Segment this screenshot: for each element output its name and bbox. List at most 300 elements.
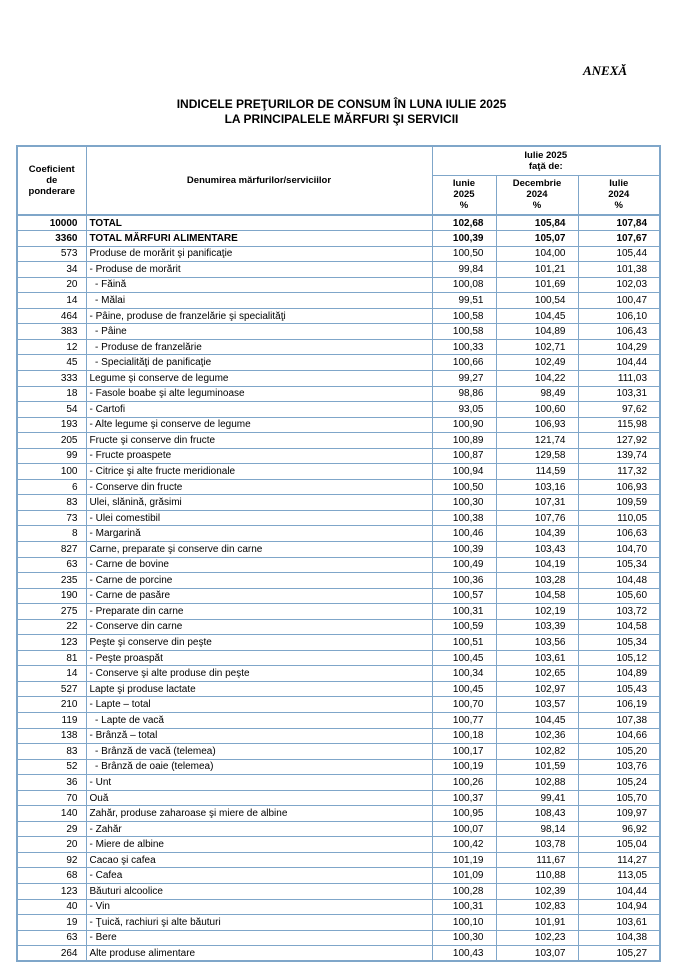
index-june-cell: 100,90	[432, 417, 496, 433]
index-june-cell: 100,38	[432, 510, 496, 526]
index-june-cell: 100,66	[432, 355, 496, 371]
index-july-cell: 101,38	[578, 262, 660, 278]
weight-cell: 40	[17, 899, 86, 915]
document-title: INDICELE PREŢURILOR DE CONSUM ÎN LUNA IULIE 2025	[176, 97, 507, 111]
item-name-cell: Ouă	[86, 790, 432, 806]
col-header-december-2024	[496, 175, 578, 215]
document-subtitle: LA PRINCIPALELE MĂRFURI ŞI SERVICII	[224, 112, 459, 126]
weight-cell: 22	[17, 619, 86, 635]
item-name-cell: - Cartofi	[86, 402, 432, 418]
item-name-cell: - Preparate din carne	[86, 604, 432, 620]
index-december-cell: 102,65	[496, 666, 578, 682]
item-name-cell: - Cafea	[86, 868, 432, 884]
table-row	[17, 821, 660, 837]
index-december-cell: 102,88	[496, 775, 578, 791]
price-index-table	[16, 145, 661, 962]
weight-cell: 464	[17, 308, 86, 324]
item-name-cell: Lapte şi produse lactate	[86, 681, 432, 697]
index-december-cell: 101,21	[496, 262, 578, 278]
item-name-cell: - Peşte proaspăt	[86, 650, 432, 666]
table-row	[17, 790, 660, 806]
index-december-cell: 103,78	[496, 837, 578, 853]
table-row	[17, 759, 660, 775]
table-body	[17, 215, 660, 961]
index-december-cell: 107,31	[496, 495, 578, 511]
index-july-cell: 110,05	[578, 510, 660, 526]
table-row	[17, 215, 660, 231]
index-december-cell: 102,19	[496, 604, 578, 620]
col-header-line: 2024	[608, 189, 630, 201]
item-name-cell: TOTAL	[86, 215, 432, 231]
index-july-cell: 103,31	[578, 386, 660, 402]
item-name-cell: - Specialităţi de panificaţie	[86, 355, 432, 371]
item-name-cell: - Ţuică, rachiuri şi alte băuturi	[86, 915, 432, 931]
table-row	[17, 277, 660, 293]
table-row	[17, 852, 660, 868]
index-july-cell: 103,61	[578, 915, 660, 931]
weight-cell: 100	[17, 464, 86, 480]
index-july-cell: 106,43	[578, 324, 660, 340]
item-name-cell: - Brânză de vacă (telemea)	[86, 744, 432, 760]
item-name-cell: - Brânză – total	[86, 728, 432, 744]
index-june-cell: 100,42	[432, 837, 496, 853]
index-december-cell: 101,69	[496, 277, 578, 293]
item-name-cell: - Produse de morărit	[86, 262, 432, 278]
index-july-cell: 109,97	[578, 806, 660, 822]
group-header-line: faţă de:	[528, 160, 563, 172]
table-row	[17, 915, 660, 931]
index-july-cell: 111,03	[578, 370, 660, 386]
index-december-cell: 102,49	[496, 355, 578, 371]
index-july-cell: 96,92	[578, 821, 660, 837]
table-row	[17, 246, 660, 262]
col-header-july-2024	[578, 175, 660, 215]
weight-cell: 36	[17, 775, 86, 791]
index-june-cell: 100,17	[432, 744, 496, 760]
annex-label: ANEXĂ	[583, 63, 628, 78]
item-name-cell: Zahăr, produse zaharoase şi miere de albine	[86, 806, 432, 822]
table-row	[17, 541, 660, 557]
index-june-cell: 100,87	[432, 448, 496, 464]
index-december-cell: 104,22	[496, 370, 578, 386]
table-row	[17, 308, 660, 324]
table-row	[17, 681, 660, 697]
index-june-cell: 100,45	[432, 681, 496, 697]
table-row	[17, 448, 660, 464]
index-december-cell: 102,83	[496, 899, 578, 915]
table-row	[17, 713, 660, 729]
item-name-cell: - Bere	[86, 930, 432, 946]
table-header	[17, 146, 660, 215]
item-name-cell: - Unt	[86, 775, 432, 791]
index-june-cell: 100,95	[432, 806, 496, 822]
index-july-cell: 105,34	[578, 635, 660, 651]
index-december-cell: 103,39	[496, 619, 578, 635]
weight-cell: 190	[17, 588, 86, 604]
col-header-line: %	[614, 200, 623, 212]
weight-cell: 99	[17, 448, 86, 464]
weight-cell: 73	[17, 510, 86, 526]
index-july-cell: 139,74	[578, 448, 660, 464]
index-december-cell: 114,59	[496, 464, 578, 480]
weight-cell: 827	[17, 541, 86, 557]
index-december-cell: 101,59	[496, 759, 578, 775]
weight-cell: 527	[17, 681, 86, 697]
index-december-cell: 102,71	[496, 339, 578, 355]
index-june-cell: 100,18	[432, 728, 496, 744]
index-june-cell: 100,36	[432, 573, 496, 589]
index-june-cell: 100,31	[432, 604, 496, 620]
index-july-cell: 105,60	[578, 588, 660, 604]
index-december-cell: 98,14	[496, 821, 578, 837]
weight-cell: 8	[17, 526, 86, 542]
item-name-cell: - Miere de albine	[86, 837, 432, 853]
index-june-cell: 100,46	[432, 526, 496, 542]
table-row	[17, 402, 660, 418]
index-july-cell: 104,48	[578, 573, 660, 589]
item-name-cell: TOTAL MĂRFURI ALIMENTARE	[86, 231, 432, 247]
weight-cell: 333	[17, 370, 86, 386]
item-name-cell: - Mălai	[86, 293, 432, 309]
index-june-cell: 100,26	[432, 775, 496, 791]
weight-cell: 12	[17, 339, 86, 355]
col-header-line: Iulie	[609, 178, 629, 190]
table-row	[17, 635, 660, 651]
index-july-cell: 104,38	[578, 930, 660, 946]
index-december-cell: 121,74	[496, 433, 578, 449]
item-name-cell: - Lapte de vacă	[86, 713, 432, 729]
index-december-cell: 129,58	[496, 448, 578, 464]
weight-cell: 205	[17, 433, 86, 449]
weight-cell: 210	[17, 697, 86, 713]
item-name-cell: - Vin	[86, 899, 432, 915]
index-december-cell: 102,82	[496, 744, 578, 760]
index-december-cell: 102,39	[496, 884, 578, 900]
table-row	[17, 526, 660, 542]
index-july-cell: 103,72	[578, 604, 660, 620]
weight-cell: 68	[17, 868, 86, 884]
col-header-line: Iunie	[452, 178, 476, 190]
index-december-cell: 108,43	[496, 806, 578, 822]
index-july-cell: 104,89	[578, 666, 660, 682]
index-december-cell: 102,23	[496, 930, 578, 946]
index-july-cell: 127,92	[578, 433, 660, 449]
index-july-cell: 105,70	[578, 790, 660, 806]
index-june-cell: 100,39	[432, 231, 496, 247]
weight-cell: 14	[17, 293, 86, 309]
table-row	[17, 231, 660, 247]
col-header-line: Decembrie	[512, 178, 562, 190]
index-july-cell: 106,93	[578, 479, 660, 495]
coef-header-line: Coeficient	[28, 164, 75, 175]
index-december-cell: 104,39	[496, 526, 578, 542]
index-december-cell: 103,28	[496, 573, 578, 589]
index-june-cell: 100,28	[432, 884, 496, 900]
index-july-cell: 106,63	[578, 526, 660, 542]
table-row	[17, 868, 660, 884]
index-june-cell: 100,77	[432, 713, 496, 729]
item-name-cell: - Carne de bovine	[86, 557, 432, 573]
item-name-cell: Legume şi conserve de legume	[86, 370, 432, 386]
index-december-cell: 104,45	[496, 713, 578, 729]
index-december-cell: 111,67	[496, 852, 578, 868]
index-december-cell: 104,19	[496, 557, 578, 573]
table-row	[17, 386, 660, 402]
table-row	[17, 339, 660, 355]
coef-header-line: de	[46, 175, 58, 186]
item-name-cell: Alte produse alimentare	[86, 946, 432, 962]
weight-cell: 34	[17, 262, 86, 278]
weight-cell: 138	[17, 728, 86, 744]
index-july-cell: 107,67	[578, 231, 660, 247]
index-july-cell: 97,62	[578, 402, 660, 418]
index-june-cell: 93,05	[432, 402, 496, 418]
index-december-cell: 105,84	[496, 215, 578, 231]
index-july-cell: 104,44	[578, 355, 660, 371]
index-june-cell: 100,57	[432, 588, 496, 604]
index-december-cell: 98,49	[496, 386, 578, 402]
table-row	[17, 837, 660, 853]
col-header-line: 2025	[453, 189, 475, 201]
item-name-cell: - Citrice şi alte fructe meridionale	[86, 464, 432, 480]
index-june-cell: 100,58	[432, 324, 496, 340]
index-july-cell: 107,38	[578, 713, 660, 729]
index-july-cell: 104,29	[578, 339, 660, 355]
weight-cell: 19	[17, 915, 86, 931]
item-name-cell: - Făină	[86, 277, 432, 293]
index-july-cell: 104,44	[578, 884, 660, 900]
table-row	[17, 479, 660, 495]
table-row	[17, 510, 660, 526]
weight-cell: 383	[17, 324, 86, 340]
index-june-cell: 100,58	[432, 308, 496, 324]
item-name-cell: - Lapte – total	[86, 697, 432, 713]
index-july-cell: 105,27	[578, 946, 660, 962]
item-name-cell: Carne, preparate şi conserve din carne	[86, 541, 432, 557]
weight-cell: 83	[17, 744, 86, 760]
index-june-cell: 100,49	[432, 557, 496, 573]
table-row	[17, 604, 660, 620]
index-june-cell: 100,19	[432, 759, 496, 775]
index-december-cell: 103,07	[496, 946, 578, 962]
index-december-cell: 106,93	[496, 417, 578, 433]
weight-cell: 264	[17, 946, 86, 962]
weight-cell: 92	[17, 852, 86, 868]
index-july-cell: 105,04	[578, 837, 660, 853]
weight-cell: 275	[17, 604, 86, 620]
weight-cell: 119	[17, 713, 86, 729]
table-row	[17, 417, 660, 433]
index-june-cell: 102,68	[432, 215, 496, 231]
table-row	[17, 806, 660, 822]
item-name-cell: - Conserve din fructe	[86, 479, 432, 495]
index-june-cell: 100,94	[432, 464, 496, 480]
table-row	[17, 666, 660, 682]
index-december-cell: 103,56	[496, 635, 578, 651]
item-name-cell: - Fasole boabe şi alte leguminoase	[86, 386, 432, 402]
item-name-cell: - Pâine	[86, 324, 432, 340]
item-name-cell: - Conserve şi alte produse din peşte	[86, 666, 432, 682]
weight-cell: 193	[17, 417, 86, 433]
item-name-cell: - Conserve din carne	[86, 619, 432, 635]
weight-cell: 140	[17, 806, 86, 822]
item-name-cell: - Brânză de oaie (telemea)	[86, 759, 432, 775]
index-july-cell: 105,12	[578, 650, 660, 666]
table-row	[17, 744, 660, 760]
index-december-cell: 103,43	[496, 541, 578, 557]
item-name-cell: Ulei, slănină, grăsimi	[86, 495, 432, 511]
weight-cell: 123	[17, 635, 86, 651]
index-july-cell: 104,94	[578, 899, 660, 915]
table-row	[17, 464, 660, 480]
index-december-cell: 104,89	[496, 324, 578, 340]
weight-cell: 81	[17, 650, 86, 666]
table-row	[17, 355, 660, 371]
index-december-cell: 103,61	[496, 650, 578, 666]
index-june-cell: 100,43	[432, 946, 496, 962]
index-july-cell: 104,58	[578, 619, 660, 635]
table-row	[17, 433, 660, 449]
index-december-cell: 103,16	[496, 479, 578, 495]
weight-cell: 54	[17, 402, 86, 418]
index-july-cell: 100,47	[578, 293, 660, 309]
index-july-cell: 104,70	[578, 541, 660, 557]
table-row	[17, 557, 660, 573]
index-december-cell: 102,36	[496, 728, 578, 744]
table-row	[17, 262, 660, 278]
item-name-cell: Cacao şi cafea	[86, 852, 432, 868]
weight-cell: 63	[17, 557, 86, 573]
index-june-cell: 100,37	[432, 790, 496, 806]
index-july-cell: 105,34	[578, 557, 660, 573]
weight-cell: 123	[17, 884, 86, 900]
item-name-cell: - Carne de porcine	[86, 573, 432, 589]
weight-cell: 3360	[17, 231, 86, 247]
index-june-cell: 100,45	[432, 650, 496, 666]
index-june-cell: 99,51	[432, 293, 496, 309]
table-row	[17, 293, 660, 309]
weight-cell: 20	[17, 837, 86, 853]
index-december-cell: 110,88	[496, 868, 578, 884]
index-june-cell: 100,34	[432, 666, 496, 682]
index-june-cell: 100,08	[432, 277, 496, 293]
index-july-cell: 114,27	[578, 852, 660, 868]
name-header: Denumirea mărfurilor/serviciilor	[86, 146, 432, 215]
table-row	[17, 619, 660, 635]
index-july-cell: 103,76	[578, 759, 660, 775]
table-row	[17, 697, 660, 713]
index-june-cell: 99,84	[432, 262, 496, 278]
weight-cell: 29	[17, 821, 86, 837]
table-row	[17, 899, 660, 915]
item-name-cell: - Ulei comestibil	[86, 510, 432, 526]
weight-cell: 235	[17, 573, 86, 589]
weight-cell: 20	[17, 277, 86, 293]
coef-header-line: ponderare	[28, 186, 75, 197]
col-header-line: 2024	[526, 189, 548, 201]
col-header-line: %	[459, 200, 469, 212]
index-july-cell: 105,43	[578, 681, 660, 697]
weight-cell: 6	[17, 479, 86, 495]
table-row	[17, 370, 660, 386]
index-july-cell: 107,84	[578, 215, 660, 231]
table-row	[17, 588, 660, 604]
index-july-cell: 105,44	[578, 246, 660, 262]
index-december-cell: 101,91	[496, 915, 578, 931]
item-name-cell: Băuturi alcoolice	[86, 884, 432, 900]
item-name-cell: Peşte şi conserve din peşte	[86, 635, 432, 651]
index-december-cell: 107,76	[496, 510, 578, 526]
index-july-cell: 106,19	[578, 697, 660, 713]
index-june-cell: 100,39	[432, 541, 496, 557]
index-june-cell: 100,89	[432, 433, 496, 449]
weight-cell: 573	[17, 246, 86, 262]
index-july-cell: 109,59	[578, 495, 660, 511]
index-december-cell: 102,97	[496, 681, 578, 697]
weight-cell: 63	[17, 930, 86, 946]
index-december-cell: 103,57	[496, 697, 578, 713]
index-july-cell: 102,03	[578, 277, 660, 293]
index-june-cell: 100,33	[432, 339, 496, 355]
index-june-cell: 101,09	[432, 868, 496, 884]
index-june-cell: 100,70	[432, 697, 496, 713]
index-july-cell: 115,98	[578, 417, 660, 433]
index-june-cell: 100,31	[432, 899, 496, 915]
table-row	[17, 324, 660, 340]
item-name-cell: - Fructe proaspete	[86, 448, 432, 464]
weight-cell: 45	[17, 355, 86, 371]
weight-cell: 10000	[17, 215, 86, 231]
weight-cell: 83	[17, 495, 86, 511]
index-july-cell: 113,05	[578, 868, 660, 884]
item-name-cell: Produse de morărit şi panificaţie	[86, 246, 432, 262]
item-name-cell: - Alte legume şi conserve de legume	[86, 417, 432, 433]
table-row	[17, 650, 660, 666]
index-december-cell: 104,45	[496, 308, 578, 324]
col-header-june-2025	[432, 175, 496, 215]
index-july-cell: 117,32	[578, 464, 660, 480]
table-row	[17, 573, 660, 589]
index-june-cell: 100,30	[432, 930, 496, 946]
index-july-cell: 105,24	[578, 775, 660, 791]
coef-header	[17, 146, 86, 215]
index-july-cell: 105,20	[578, 744, 660, 760]
group-header-line: Iulie 2025	[524, 149, 568, 161]
item-name-cell: - Zahăr	[86, 821, 432, 837]
item-name-cell: - Carne de pasăre	[86, 588, 432, 604]
index-june-cell: 101,19	[432, 852, 496, 868]
index-june-cell: 99,27	[432, 370, 496, 386]
index-june-cell: 100,10	[432, 915, 496, 931]
index-december-cell: 104,58	[496, 588, 578, 604]
index-june-cell: 100,51	[432, 635, 496, 651]
comparison-group-header	[432, 146, 660, 175]
weight-cell: 70	[17, 790, 86, 806]
index-december-cell: 105,07	[496, 231, 578, 247]
index-june-cell: 100,30	[432, 495, 496, 511]
index-june-cell: 100,59	[432, 619, 496, 635]
index-december-cell: 100,54	[496, 293, 578, 309]
weight-cell: 14	[17, 666, 86, 682]
index-december-cell: 100,60	[496, 402, 578, 418]
table-row	[17, 728, 660, 744]
item-name-cell: Fructe şi conserve din fructe	[86, 433, 432, 449]
weight-cell: 52	[17, 759, 86, 775]
index-june-cell: 100,50	[432, 479, 496, 495]
item-name-cell: - Margarină	[86, 526, 432, 542]
table-row	[17, 495, 660, 511]
table-row	[17, 930, 660, 946]
